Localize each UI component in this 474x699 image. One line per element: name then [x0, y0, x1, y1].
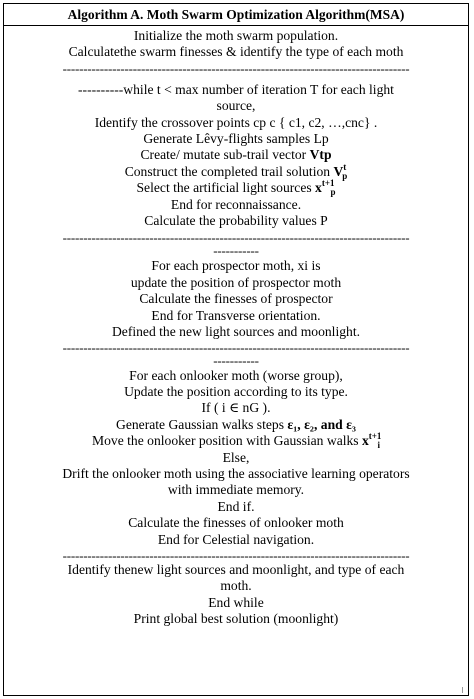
loop-line-1: ----------while t < max number of iteration T for each light	[78, 81, 394, 97]
separator-2-short: -----------	[213, 245, 259, 257]
prospector-line-2: update the position of prospector moth	[130, 274, 342, 290]
onlooker-line-9: End if.	[217, 498, 255, 514]
loop-line-8: End for reconnaissance.	[170, 196, 302, 212]
onlooker-line-6: Else,	[222, 449, 250, 465]
separator-4: ------------------------------------------------------------------------------------	[62, 549, 410, 561]
loop-line-4: Generate Lêvy-flights samples Lp	[143, 131, 329, 147]
onlooker-line-1: For each onlooker moth (worse group),	[129, 367, 343, 383]
init-section	[4, 28, 468, 61]
final-section	[4, 562, 468, 628]
loop-line-2: source,	[216, 98, 256, 114]
onlooker-line-8: with immediate memory.	[167, 482, 305, 498]
separator-3: ------------------------------------------------------------------------------------	[62, 341, 410, 353]
loop-line-5: Create/ mutate sub-trail vector Vtp	[140, 147, 332, 163]
onlooker-line-11: End for Celestial navigation.	[157, 531, 315, 547]
onlooker-line-10: Calculate the finesses of onlooker moth	[128, 515, 344, 531]
onlooker-line-7: Drift the onlooker moth using the associative learning operators	[62, 465, 410, 481]
separator-1: ------------------------------------------------------------------------------------	[62, 62, 410, 74]
final-line-4: Print global best solution (moonlight)	[133, 611, 339, 627]
loop-line-7: Select the artificial light sources $x^{t+1}_p$	[136, 178, 336, 198]
loop-line-6: Construct the completed trail solution $V^t_p$	[124, 161, 348, 181]
loop-section	[4, 82, 468, 230]
separator-2: ------------------------------------------------------------------------------------	[62, 232, 410, 244]
loop-line-3: Identify the crossover points cp c { c1, c2, …,cnc} .	[94, 114, 378, 130]
final-line-3: End while	[208, 594, 264, 610]
prospector-line-3: Calculate the finesses of prospector	[139, 291, 333, 307]
init-line-2: Calculatethe swarm finesses & identify the type of each moth	[68, 44, 404, 60]
onlooker-line-3: If ( i ∈ nG ).	[201, 400, 271, 416]
onlooker-line-5: Move the onlooker position with Gaussian walks $x^{t+1}_i$	[92, 431, 382, 451]
prospector-line-4: End for Transverse orientation.	[151, 307, 321, 323]
prospector-line-5: Defined the new light sources and moonlight.	[111, 324, 361, 340]
onlooker-line-2: Update the position according to its type.	[124, 383, 348, 399]
final-line-1: Identify thenew light sources and moonlight, and type of each	[67, 561, 405, 577]
onlooker-section	[4, 368, 468, 548]
corner-mark	[462, 687, 466, 693]
separator-3-short: -----------	[213, 354, 259, 366]
init-line-1: Initialize the moth swarm population.	[133, 28, 339, 43]
onlooker-line-4: Generate Gaussian walks steps ε₁, ε₂, and ε₃	[116, 416, 356, 432]
prospector-section	[4, 258, 468, 340]
prospector-line-1: For each prospector moth, xi is	[151, 258, 321, 274]
loop-line-9: Calculate the probability values P	[144, 213, 328, 229]
algorithm-title: Algorithm A. Moth Swarm Optimization Algorithm(MSA)	[4, 4, 468, 26]
final-line-2: moth.	[220, 578, 252, 594]
algorithm-box	[3, 3, 469, 696]
